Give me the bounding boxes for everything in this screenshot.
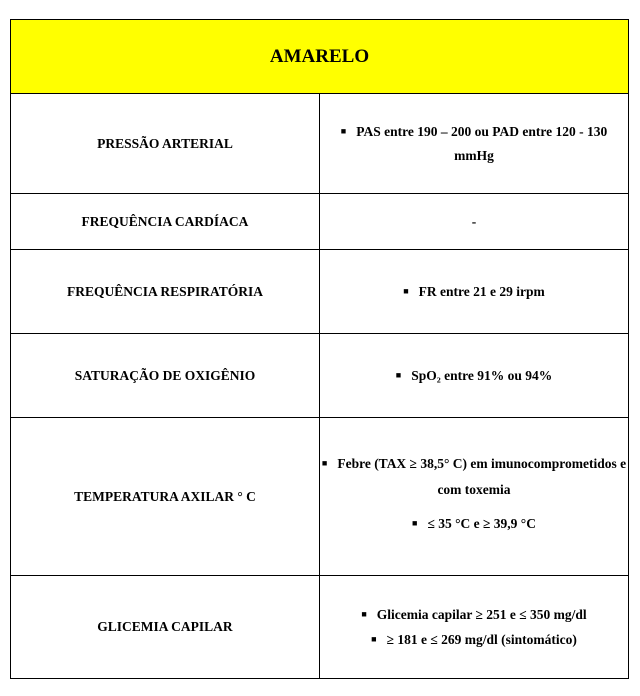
row-value bbox=[320, 576, 629, 679]
row-label: SATURAÇÃO DE OXIGÊNIO bbox=[11, 334, 320, 418]
bullet-icon: ■ bbox=[395, 370, 402, 380]
bullet-icon: ■ bbox=[340, 126, 347, 136]
value-line: ■ PAS entre 190 – 200 ou PAD entre 120 - 130 mmHg bbox=[340, 124, 608, 163]
row-label: FREQUÊNCIA RESPIRATÓRIA bbox=[11, 250, 320, 334]
value-line: ■ Glicemia capilar ≥ 251 e ≤ 350 mg/dl bbox=[361, 607, 587, 622]
value-line: ■ ≤ 35 °C e ≥ 39,9 °C bbox=[412, 515, 536, 531]
table-row bbox=[11, 194, 629, 250]
value-line: ■ FR entre 21 e 29 irpm bbox=[403, 284, 545, 299]
row-value bbox=[320, 334, 629, 418]
bullet-icon: ■ bbox=[361, 609, 367, 619]
value-line: ■ Febre (TAX ≥ 38,5° C) em imunocomprometidos e bbox=[321, 455, 627, 471]
row-value bbox=[320, 250, 629, 334]
value-line: com toxemia bbox=[437, 481, 511, 497]
bullet-icon: ■ bbox=[321, 457, 328, 468]
table-row bbox=[11, 334, 629, 418]
table-row bbox=[11, 94, 629, 194]
table-title: AMARELO bbox=[11, 20, 629, 94]
row-value bbox=[320, 418, 629, 576]
bullet-icon: ■ bbox=[371, 634, 377, 644]
row-label: FREQUÊNCIA CARDÍACA bbox=[11, 194, 320, 250]
value-line: - bbox=[471, 213, 477, 229]
row-label: GLICEMIA CAPILAR bbox=[11, 576, 320, 679]
bullet-icon: ■ bbox=[412, 517, 418, 528]
row-label: TEMPERATURA AXILAR ° C bbox=[11, 418, 320, 576]
table-row bbox=[11, 576, 629, 679]
value-line: ■ SpO₂ entre 91% ou 94% bbox=[395, 368, 553, 383]
value-line: ■ ≥ 181 e ≤ 269 mg/dl (sintomático) bbox=[371, 632, 577, 647]
row-value bbox=[320, 194, 629, 250]
row-label: PRESSÃO ARTERIAL bbox=[11, 94, 320, 194]
row-value bbox=[320, 94, 629, 194]
bullet-icon: ■ bbox=[403, 286, 409, 296]
criteria-table bbox=[10, 19, 629, 679]
table-row bbox=[11, 250, 629, 334]
table-row bbox=[11, 418, 629, 576]
